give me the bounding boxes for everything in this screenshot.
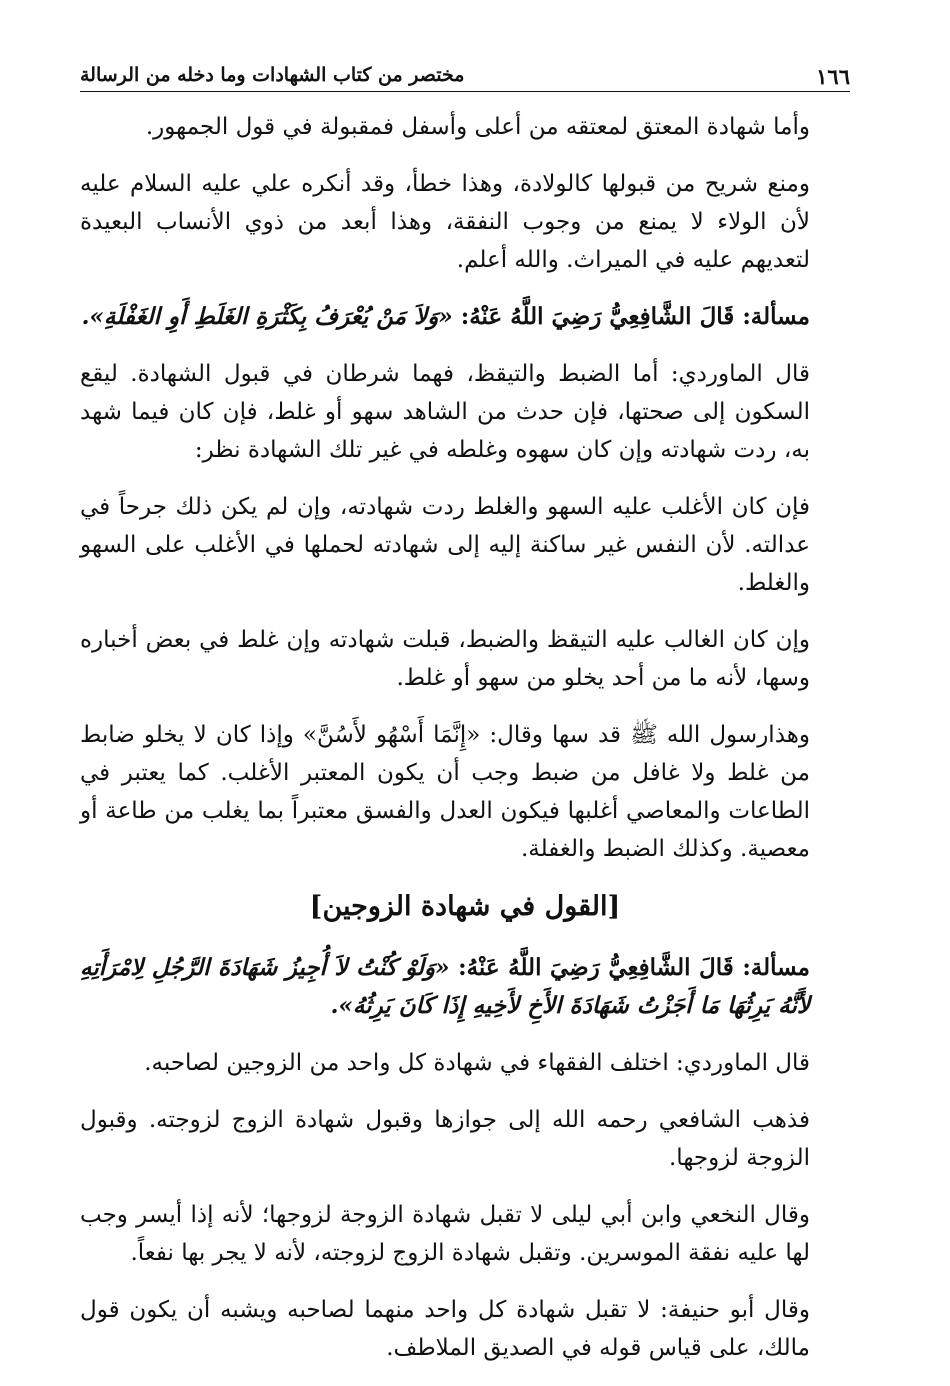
- running-title: مختصر من كتاب الشهادات وما دخله من الرسالة: [80, 64, 472, 86]
- section-heading: [القول في شهادة الزوجين]: [309, 891, 621, 922]
- paragraph: وهذارسول الله ﷺ قد سها وقال: «إِنَّمَا أَسْهُو لأَسُنَّ» وإذا كان لا يخلو ضابط من غلط ولا غافل من ضبط وجب أن يكون المعتبر الأغلب. كما يعتبر في الطاعات والمعاصي أغلبها فيكون العدل والفسق معتبراً بما يغلب من طاعة أو معصية. وكذلك الضبط والغفلة.: [80, 722, 810, 862]
- header-rule: [80, 91, 850, 92]
- page-body: [80, 108, 850, 1386]
- page-header: [80, 62, 850, 98]
- masala-question: [80, 298, 850, 336]
- paragraph: وقال النخعي وابن أبي ليلى لا تقبل شهادة الزوجة لزوجها؛ لأنه إذا أيسر وجب لها عليه نفقة الموسرين. وتقبل شهادة الزوج لزوجته، لأنه لا يجر بها نفعاً.: [80, 1202, 810, 1266]
- masala-intro: قَالَ الشَّافِعِيُّ رَضِيَ اللَّهُ عَنْهُ:: [460, 303, 735, 330]
- paragraph: فذهب الشافعي رحمه الله إلى جوازها وقبول شهادة الزوج لزوجته. وقبول الزوجة لزوجها.: [80, 1107, 810, 1171]
- paragraph: قال الماوردي: أما الضبط والتيقظ، فهما شرطان في قبول الشهادة. ليقع السكون إلى صحتها، فإن حدث من الشاهد سهو أو غلط، فإن كان فيما شهد به، ردت شهادته وإن كان سهوه وغلطه في غير تلك الشهادة نظر:: [80, 361, 810, 463]
- paragraph: وقال أبو حنيفة: لا تقبل شهادة كل واحد منهما لصاحبه ويشبه أن يكون قول مالك، على قياس قوله في الصديق الملاطف.: [80, 1297, 810, 1361]
- masala-quote: «وَلَوْ كُنْتُ لاَ أُجِيزُ شَهَادَةَ الرَّجُلِ لِامْرَأَتِهِ لأَنَّهُ يَرِثُهَا مَا أَجَزْتُ شَهَادَةَ الأَخِ لأَخِيهِ إِذَا كَانَ يَرِثُهُ».: [80, 954, 810, 1019]
- paragraph: قال الماوردي: اختلف الفقهاء في شهادة كل واحد من الزوجين لصاحبه.: [144, 1050, 810, 1076]
- masala-label: مسألة:: [742, 954, 810, 981]
- paragraph: وأما شهادة المعتق لمعتقه من أعلى وأسفل فمقبولة في قول الجمهور.: [145, 114, 810, 140]
- page-number: ١٦٦: [808, 64, 850, 89]
- paragraph: فإن كان الأغلب عليه السهو والغلط ردت شهادته، وإن لم يكن ذلك جرحاً في عدالته. لأن النفس غير ساكنة إليه إلى شهادته لحملها في الأغلب على السهو والغلط.: [80, 494, 810, 596]
- masala-question: [80, 949, 850, 1025]
- masala-label: مسألة:: [742, 303, 810, 330]
- paragraph: ومنع شريح من قبولها كالولادة، وهذا خطأ، وقد أنكره علي عليه السلام عليه لأن الولاء لا يمنع من وجوب النفقة، وهذا أبعد من ذوي الأنساب البعيدة لتعديهم عليه في الميراث. والله أعلم.: [80, 171, 810, 273]
- masala-intro: قَالَ الشَّافِعِيُّ رَضِيَ اللَّهُ عَنْهُ:: [458, 954, 734, 981]
- paragraph: وإن كان الغالب عليه التيقظ والضبط، قبلت شهادته وإن غلط في بعض أخباره وسها، لأنه ما من أحد يخلو من سهو أو غلط.: [80, 627, 810, 691]
- masala-quote: «وَلاَ مَنْ يُعْرَفُ بِكَثْرَةِ الغَلَطِ أَوِ الغَفْلَةِ».: [81, 303, 453, 330]
